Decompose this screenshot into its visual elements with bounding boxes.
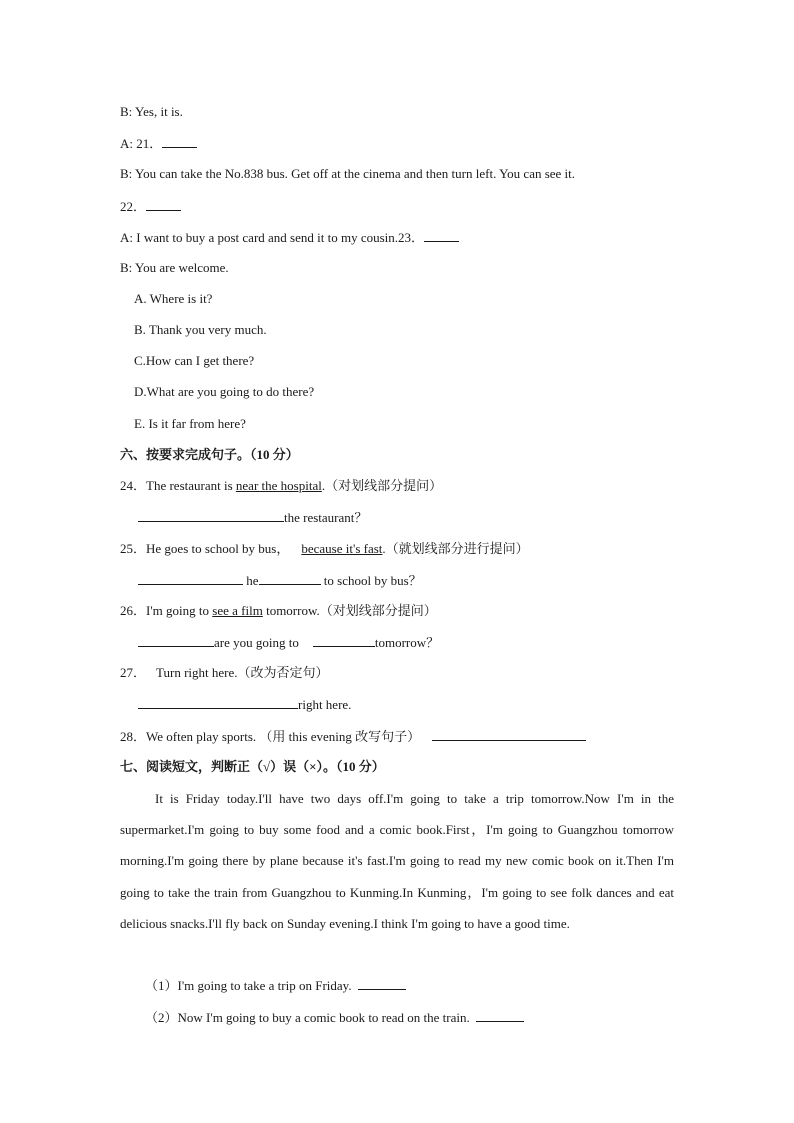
question-28-text: We often play sports. （用 this evening 改写句子） [146, 729, 421, 744]
statement-2-text: （2）Now I'm going to buy a comic book to read on the train. [145, 1010, 470, 1025]
dialogue-line-22-text: 22． [120, 199, 147, 214]
reading-passage: It is Friday today.I'll have two days off.I'm going to take a trip tomorrow.Now I'm in the supermarket.I'm going to buy some food and a comic book.First，I'm going to Guangzhou tomorrow morning.I'm going there by plane because it's fast.I'm going to read my new comic book on it.Then I'm going to take the train from Guangzhou to Kunming.In Kunming，I'm going to see folk dances and eat delicious snacks.I'll fly back on Sunday evening.I think I'm going to have a good time. [120, 791, 674, 931]
question-28-number: 28． [120, 729, 147, 744]
question-27-text: Turn right here.（改为否定句） [156, 665, 329, 680]
answer-26-mid: are you going to [214, 635, 299, 650]
dialogue-line-a21-text: A: 21． [120, 136, 163, 151]
dialogue-line-b2: B: You can take the No.838 bus. Get off at the cinema and then turn left. You can see it. [120, 166, 576, 181]
dialogue-line-a21 [120, 135, 197, 152]
question-26-underlined: see a film [212, 603, 263, 618]
question-25-underlined: because it's fast [301, 541, 383, 556]
question-26-text: I'm going to [146, 603, 213, 618]
answer-blank-26a[interactable] [138, 634, 214, 647]
question-28 [120, 728, 586, 745]
statement-2 [145, 1009, 524, 1026]
answer-blank-28[interactable] [432, 728, 586, 741]
answer-blank-23[interactable] [424, 229, 459, 242]
question-26 [120, 603, 437, 619]
dialogue-line-b1: B: Yes, it is. [120, 104, 183, 119]
answer-blank-24[interactable] [138, 509, 284, 522]
answer-26 [138, 634, 439, 651]
answer-blank-22[interactable] [146, 198, 181, 211]
option-b: B. Thank you very much. [134, 322, 267, 337]
statement-1 [145, 977, 406, 994]
option-d: D.What are you going to do there? [134, 384, 315, 399]
answer-25-tail: to school by bus？ [320, 573, 422, 588]
answer-blank-s2[interactable] [476, 1009, 524, 1022]
answer-blank-27[interactable] [138, 696, 298, 709]
question-26-instruction: tomorrow.（对划线部分提问） [262, 603, 437, 618]
question-24-underlined: near the hospital [235, 478, 322, 493]
question-24-number: 24． [120, 478, 147, 493]
answer-26-tail: tomorrow？ [374, 635, 440, 650]
question-26-number: 26． [120, 603, 147, 618]
question-25 [120, 541, 529, 557]
answer-24-tail: the restaurant？ [284, 510, 368, 525]
dialogue-line-b3: B: You are welcome. [120, 260, 229, 275]
question-27 [120, 665, 329, 681]
dialogue-line-a23 [120, 229, 459, 246]
question-25-instruction: .（就划线部分进行提问） [382, 541, 529, 556]
answer-blank-25b[interactable] [259, 572, 321, 585]
dialogue-line-a23-text: A: I want to buy a post card and send it to my cousin.23． [120, 230, 425, 245]
answer-blank-21[interactable] [162, 135, 197, 148]
question-25-text: He goes to school by bus， [146, 541, 290, 556]
answer-blank-25a[interactable] [138, 572, 243, 585]
section-7-heading: 七、阅读短文，判断正（√）误（×）。（10 分） [120, 759, 385, 774]
answer-25 [138, 572, 422, 589]
question-24-text: The restaurant is [146, 478, 236, 493]
answer-blank-26b[interactable] [313, 634, 375, 647]
option-e: E. Is it far from here? [134, 416, 246, 431]
question-25-number: 25． [120, 541, 147, 556]
dialogue-line-22 [120, 198, 181, 215]
answer-24 [138, 509, 367, 526]
answer-blank-s1[interactable] [358, 977, 406, 990]
statement-1-text: （1）I'm going to take a trip on Friday. [145, 978, 352, 993]
answer-27 [138, 696, 351, 713]
option-c: C.How can I get there? [134, 353, 255, 368]
question-24-instruction: .（对划线部分提问） [321, 478, 443, 493]
option-a: A. Where is it? [134, 291, 213, 306]
question-24 [120, 478, 442, 494]
section-6-heading: 六、按要求完成句子。（10 分） [120, 447, 299, 462]
answer-27-tail: right here. [298, 697, 352, 712]
answer-25-mid: he [243, 573, 259, 588]
question-27-number: 27． [120, 665, 147, 680]
